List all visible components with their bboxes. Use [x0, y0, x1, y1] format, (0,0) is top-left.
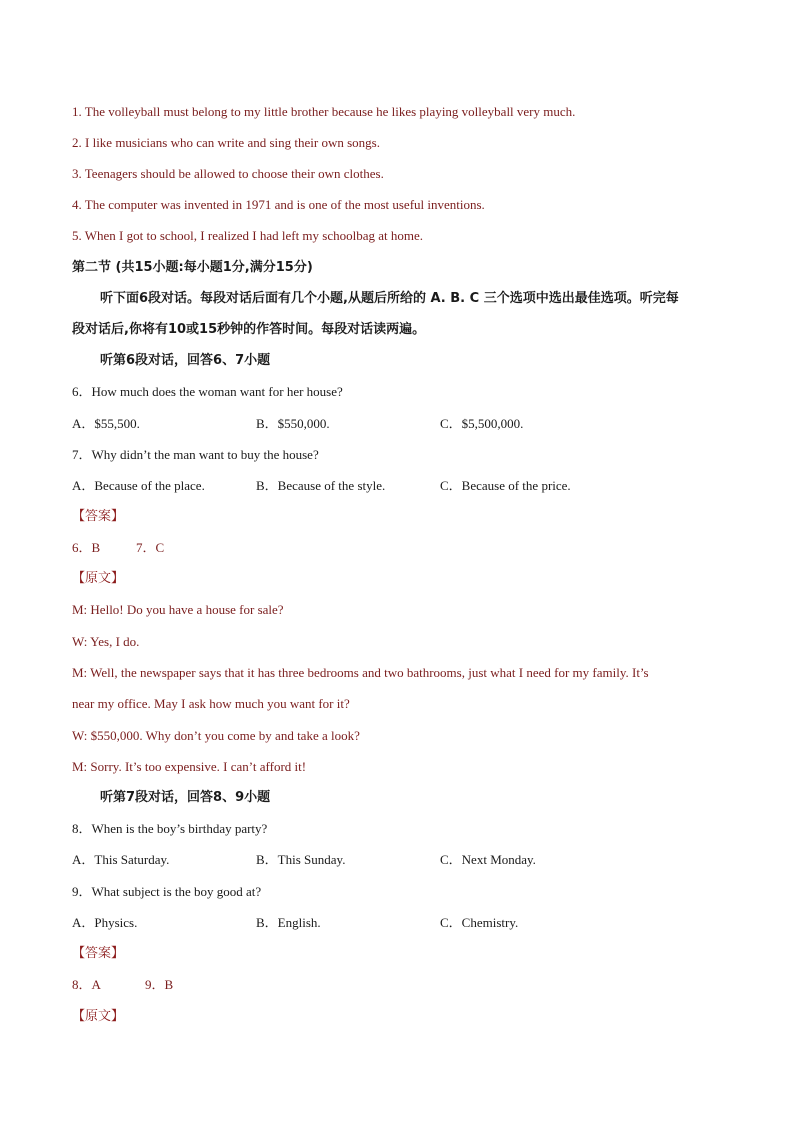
- transcript-sentence-2: 2. I like musicians who can write and sing their own songs.: [72, 135, 380, 150]
- question-6-option-b: B．$550,000.: [256, 416, 330, 431]
- transcript-sentence-5: 5. When I got to school, I realized I had left my schoolbag at home.: [72, 228, 424, 243]
- question-9-option-b: B．English.: [256, 915, 321, 930]
- question-6-option-a: A．$55,500.: [72, 416, 140, 431]
- question-7-option-b: B．Because of the style.: [256, 478, 386, 493]
- question-8-option-c: C．Next Monday.: [440, 852, 536, 867]
- original-text-tag-8-9: 【原文】: [72, 1009, 125, 1024]
- answer-tag-6-7: 【答案】: [72, 509, 125, 524]
- question-8-option-b: B．This Sunday.: [256, 852, 346, 867]
- section-instructions-line-1: 听下面6段对话。每段对话后面有几个小题,从题后所给的 A. B. C 三个选项中选出最佳选项。听完每: [100, 291, 679, 306]
- question-6-option-c: C．$5,500,000.: [440, 416, 524, 431]
- question-7-option-c: C．Because of the price.: [440, 478, 571, 493]
- section-heading: 第二节 (共15小题:每小题1分,满分15分): [72, 260, 313, 275]
- question-9-option-c: C．Chemistry.: [440, 915, 519, 930]
- dialogue-6-line-4: near my office. May I ask how much you want for it?: [72, 696, 350, 711]
- dialogue-6-line-5: W: $550,000. Why don’t you come by and take a look?: [72, 728, 360, 743]
- section-instructions-line-2: 段对话后,你将有10或15秒钟的作答时间。每段对话读两遍。: [72, 322, 426, 337]
- original-text-tag-6-7: 【原文】: [72, 571, 125, 586]
- dialogue-6-header: 听第6段对话，回答6、7小题: [100, 353, 271, 368]
- answer-tag-8-9: 【答案】: [72, 946, 125, 961]
- answer-8: 8．A: [72, 977, 101, 992]
- question-9-option-a: A．Physics.: [72, 915, 138, 930]
- question-6: 6．How much does the woman want for her house?: [72, 384, 343, 399]
- answer-6: 6．B: [72, 540, 101, 555]
- transcript-sentence-3: 3. Teenagers should be allowed to choose their own clothes.: [72, 166, 384, 181]
- transcript-sentence-4: 4. The computer was invented in 1971 and is one of the most useful inventions.: [72, 197, 485, 212]
- answer-7: 7．C: [136, 540, 165, 555]
- question-7-option-a: A．Because of the place.: [72, 478, 205, 493]
- dialogue-6-line-6: M: Sorry. It’s too expensive. I can’t afford it!: [72, 759, 307, 774]
- question-8-option-a: A．This Saturday.: [72, 852, 170, 867]
- question-9: 9．What subject is the boy good at?: [72, 884, 262, 899]
- question-8: 8．When is the boy’s birthday party?: [72, 821, 268, 836]
- question-7: 7．Why didn’t the man want to buy the house?: [72, 447, 319, 462]
- dialogue-6-line-2: W: Yes, I do.: [72, 634, 140, 649]
- transcript-sentence-1: 1. The volleyball must belong to my little brother because he likes playing volleyball very much.: [72, 104, 576, 119]
- answer-9: 9．B: [145, 977, 174, 992]
- dialogue-7-header: 听第7段对话，回答8、9小题: [100, 790, 271, 805]
- dialogue-6-line-3: M: Well, the newspaper says that it has three bedrooms and two bathrooms, just what I need for my family. It’s: [72, 665, 649, 680]
- dialogue-6-line-1: M: Hello! Do you have a house for sale?: [72, 602, 284, 617]
